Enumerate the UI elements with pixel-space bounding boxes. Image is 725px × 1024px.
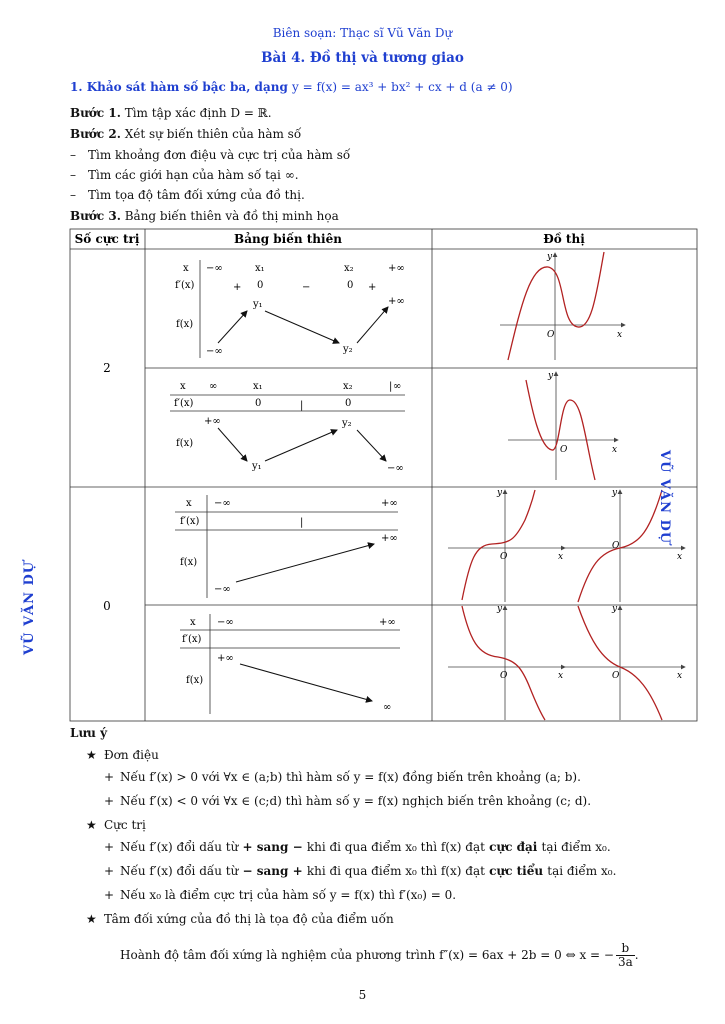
svg-text:x: x: [558, 671, 564, 681]
page-number: 5: [358, 988, 367, 1002]
bullet-plus: +: [104, 794, 115, 808]
svg-text:x: x: [180, 381, 186, 392]
svg-text:+: +: [368, 282, 377, 293]
svg-text:y: y: [497, 488, 503, 498]
section-heading: 1. Khảo sát hàm số bậc ba, dạng y = f(x) = ax³ + bx² + cx + d (a ≠ 0): [70, 80, 513, 94]
svg-text:x: x: [612, 445, 618, 455]
note-ext-2: Nếu f′(x) đổi dấu từ − sang + khi đi qua điểm x₀ thì f(x) đạt cực tiểu tại điểm x₀.: [120, 864, 617, 878]
svg-text:y₁: y₁: [253, 299, 263, 310]
header-count: Số cực trị: [74, 232, 140, 246]
author-line: Biên soạn: Thạc sĩ Vũ Văn Dự: [272, 26, 453, 40]
svg-text:x₁: x₁: [253, 381, 263, 392]
svg-text:f(x): f(x): [186, 675, 204, 686]
bullet-plus: +: [104, 864, 115, 878]
header-table: Bảng biến thiên: [234, 232, 342, 246]
svg-text:y: y: [612, 604, 618, 614]
svg-text:O: O: [560, 445, 568, 455]
header-graph: Đồ thị: [543, 232, 585, 246]
svg-text:0: 0: [345, 398, 352, 409]
svg-text:f′(x): f′(x): [175, 280, 195, 291]
watermark-left: VŨ VĂN DỰ: [22, 560, 37, 655]
svg-text:f(x): f(x): [180, 557, 198, 568]
svg-text:y₂: y₂: [342, 418, 352, 429]
svg-text:x₂: x₂: [343, 381, 353, 392]
svg-text:O: O: [500, 671, 508, 681]
svg-text:O: O: [547, 330, 555, 340]
vt-a-positive-no-extrema: [175, 495, 398, 598]
graph-a-positive-two-extrema: [500, 252, 625, 360]
svg-text:+∞: +∞: [204, 416, 221, 427]
svg-text:−∞: −∞: [387, 463, 404, 474]
star-icon: ★: [86, 748, 97, 762]
step-2-item: – Tìm tọa độ tâm đối xứng của đồ thị.: [70, 188, 305, 202]
graph-a-negative-no-extrema: [448, 604, 685, 720]
note-center-text: Hoành độ tâm đối xứng là nghiệm của phương trình f″(x) = 6ax + 2b = 0 ⇔ x = − $\frac{b}{3a}$ .: [120, 941, 639, 969]
step-1: Bước 1. Tìm tập xác định D = ℝ.: [70, 106, 272, 120]
svg-text:+∞: +∞: [388, 296, 405, 307]
bullet-plus: +: [104, 888, 115, 902]
svg-text:−∞: −∞: [214, 584, 231, 595]
vt-a-negative-two-extrema: [170, 381, 405, 474]
svg-text:0: 0: [347, 280, 354, 291]
svg-text:∞: ∞: [393, 381, 402, 392]
svg-text:x: x: [190, 617, 196, 628]
step-2-item: – Tìm các giới hạn của hàm số tại ∞.: [70, 168, 299, 182]
graph-a-positive-no-extrema: [448, 488, 685, 602]
svg-text:|: |: [300, 400, 304, 411]
svg-text:∞: ∞: [383, 702, 392, 713]
watermark-right: VŨ VĂN DỰ: [657, 450, 672, 545]
graph-a-negative-two-extrema: [508, 371, 618, 480]
svg-text:−∞: −∞: [206, 346, 223, 357]
svg-text:∞: ∞: [209, 381, 218, 392]
row-count-0: 0: [103, 599, 111, 613]
vt-a-positive-two-extrema: [175, 260, 405, 358]
svg-text:y₁: y₁: [252, 461, 262, 472]
vt-a-negative-no-extrema: [180, 614, 400, 714]
note-mono-1: Nếu f′(x) > 0 với ∀x ∈ (a;b) thì hàm số y = f(x) đồng biến trên khoảng (a; b).: [120, 770, 581, 784]
star-icon: ★: [86, 912, 97, 926]
note-ext-1: Nếu f′(x) đổi dấu từ + sang − khi đi qua điểm x₀ thì f(x) đạt cực đại tại điểm x₀.: [120, 840, 611, 854]
svg-text:O: O: [612, 541, 620, 551]
svg-text:0: 0: [255, 398, 262, 409]
svg-text:f(x): f(x): [176, 319, 194, 330]
svg-text:x: x: [183, 263, 189, 274]
page-title: Bài 4. Đồ thị và tương giao: [261, 50, 464, 66]
step-2-item: – Tìm khoảng đơn điệu và cực trị của hàm số: [70, 148, 351, 162]
svg-text:−∞: −∞: [217, 617, 234, 628]
svg-text:+: +: [233, 282, 242, 293]
note-extrema: Cực trị: [104, 818, 146, 832]
svg-text:+∞: +∞: [388, 263, 405, 274]
svg-text:y₂: y₂: [343, 344, 353, 355]
svg-text:f′(x): f′(x): [180, 516, 200, 527]
bullet-plus: +: [104, 770, 115, 784]
svg-text:f′(x): f′(x): [182, 634, 202, 645]
star-icon: ★: [86, 818, 97, 832]
svg-text:y: y: [547, 252, 553, 262]
svg-text:+∞: +∞: [381, 498, 398, 509]
note-center: Tâm đối xứng của đồ thị là tọa độ của điểm uốn: [104, 912, 394, 926]
bullet-plus: +: [104, 840, 115, 854]
svg-text:x: x: [677, 552, 683, 562]
svg-text:−∞: −∞: [214, 498, 231, 509]
row-count-2: 2: [103, 361, 111, 375]
svg-text:0: 0: [257, 280, 264, 291]
svg-text:y: y: [548, 371, 554, 381]
svg-text:y: y: [497, 604, 503, 614]
svg-text:O: O: [612, 671, 620, 681]
svg-text:x: x: [617, 330, 623, 340]
note-ext-3: Nếu x₀ là điểm cực trị của hàm số y = f(x) thì f′(x₀) = 0.: [120, 888, 457, 902]
svg-text:f′(x): f′(x): [174, 398, 194, 409]
note-monotone: Đơn điệu: [104, 748, 159, 762]
svg-text:+∞: +∞: [379, 617, 396, 628]
svg-text:x: x: [558, 552, 564, 562]
svg-text:O: O: [500, 552, 508, 562]
svg-text:y: y: [612, 488, 618, 498]
svg-text:x₁: x₁: [255, 263, 265, 274]
svg-text:x₂: x₂: [344, 263, 354, 274]
svg-text:x: x: [677, 671, 683, 681]
svg-text:−: −: [302, 282, 311, 293]
svg-text:x: x: [186, 498, 192, 509]
note-mono-2: Nếu f′(x) < 0 với ∀x ∈ (c;d) thì hàm số y = f(x) nghịch biến trên khoảng (c; d).: [120, 794, 592, 808]
step-2: Bước 2. Xét sự biến thiên của hàm số: [70, 127, 302, 141]
svg-text:|: |: [300, 517, 304, 528]
notes-heading: Lưu ý: [70, 726, 108, 740]
svg-text:+∞: +∞: [381, 533, 398, 544]
svg-text:f(x): f(x): [176, 438, 194, 449]
svg-text:+∞: +∞: [217, 653, 234, 664]
svg-text:−∞: −∞: [206, 263, 223, 274]
svg-text:|: |: [389, 381, 393, 392]
step-3: Bước 3. Bảng biến thiên và đồ thị minh họa: [70, 209, 339, 223]
